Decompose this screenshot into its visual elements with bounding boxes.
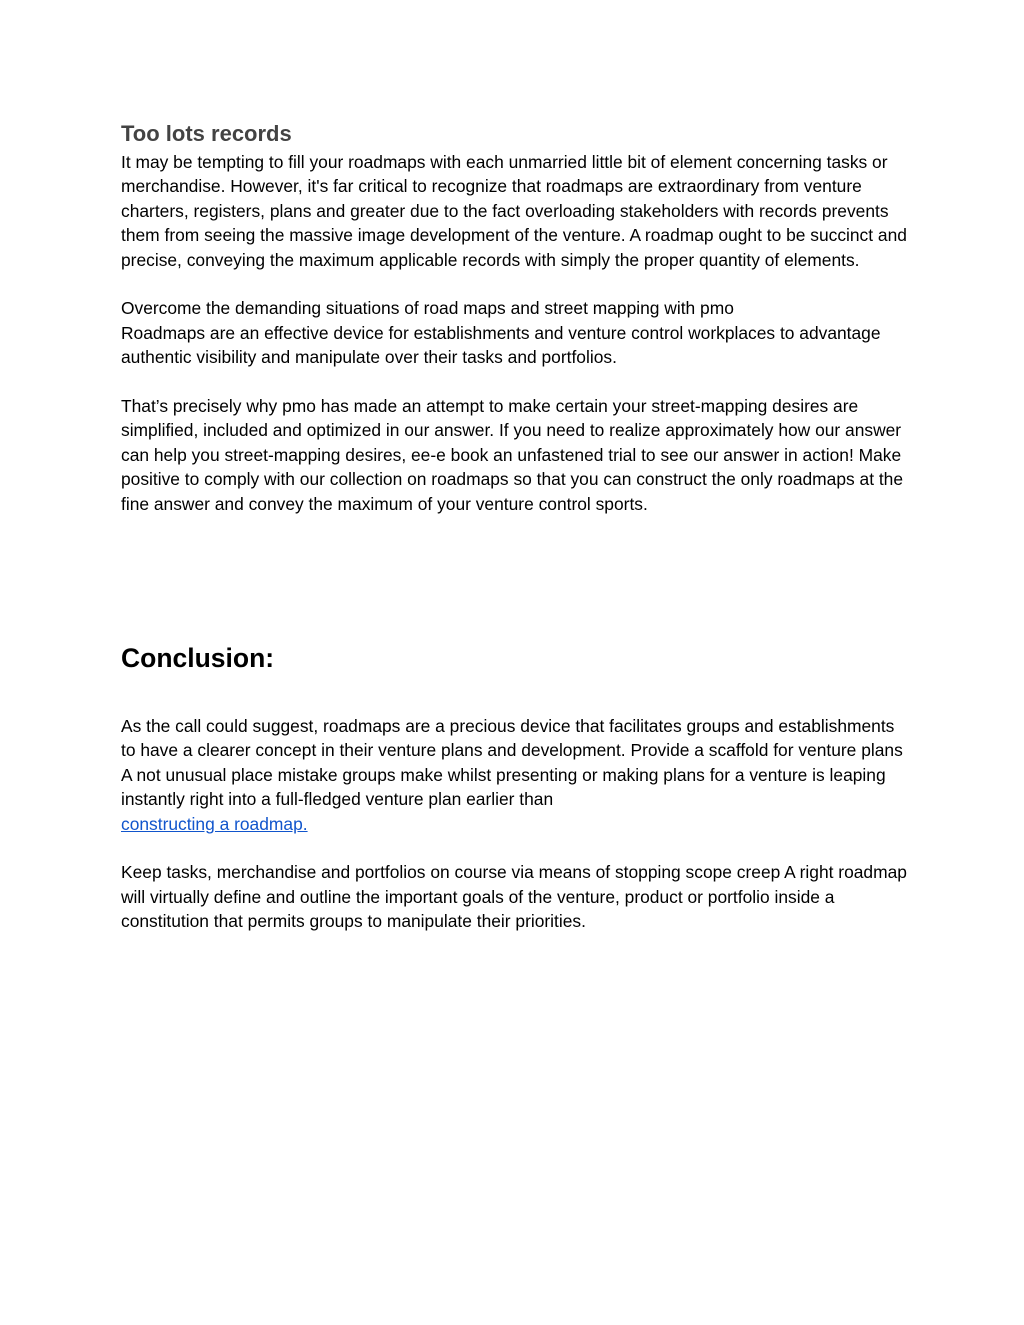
conclusion-heading: Conclusion: [121,643,275,674]
section-spacer [121,516,911,638]
paragraph-spacer [121,272,911,296]
paragraph-too-lots-records: It may be tempting to fill your roadmaps with each unmarried little bit of element concerning tasks or merchandise. However, it's far critical to recognize that roadmaps are extraordinary from venture charters, registers, plans and greater due to the fact overloading stakeholders with records prevents them from seeing the massive image development of the venture. A roadmap ought to be succinct and precise, conveying the maximum applicable records with simply the proper quantity of elements. [121,152,907,270]
paragraph-spacer [121,370,911,394]
paragraph-spacer [121,836,911,860]
paragraph-conclusion-roadmaps [121,714,911,836]
constructing-roadmap-link[interactable]: constructing a roadmap. [121,813,308,834]
paragraph-keep-tasks: Keep tasks, merchandise and portfolios on course via means of stopping scope creep A right roadmap will virtually define and outline the important goals of the venture, product or portfolio inside a constitution that permits groups to manipulate their priorities. [121,862,907,932]
document-content [121,118,911,934]
paragraph-overcome-line2: Roadmaps are an effective device for establishments and venture control workplaces to advantage authentic visibility and manipulate over their tasks and portfolios. [121,322,881,368]
heading-spacer [121,678,911,714]
paragraph-pmo-answer: That’s precisely why pmo has made an attempt to make certain your street-mapping desires are simplified, included and optimized in our answer. If you need to realize approximately how our answer can help you street-mapping desires, ee-e book an unfastened trial to see our answer in action! Make positive to comply with our collection on roadmaps so that you can construct the only roadmaps at the fine answer and convey the maximum of your venture control sports. [121,396,904,514]
paragraph-conclusion-text: As the call could suggest, roadmaps are a precious device that facilitates groups and establishments to have a clearer concept in their venture plans and development. Provide a scaffold for venture plans A not unusual place mistake groups make whilst presenting or making plans for a venture is leaping instantly right into a full-fledged venture plan earlier than [121,716,903,810]
paragraph-overcome [121,296,911,369]
section-heading-too-lots-records: Too lots records [121,121,292,146]
paragraph-overcome-line1: Overcome the demanding situations of road maps and street mapping with pmo [121,298,734,319]
